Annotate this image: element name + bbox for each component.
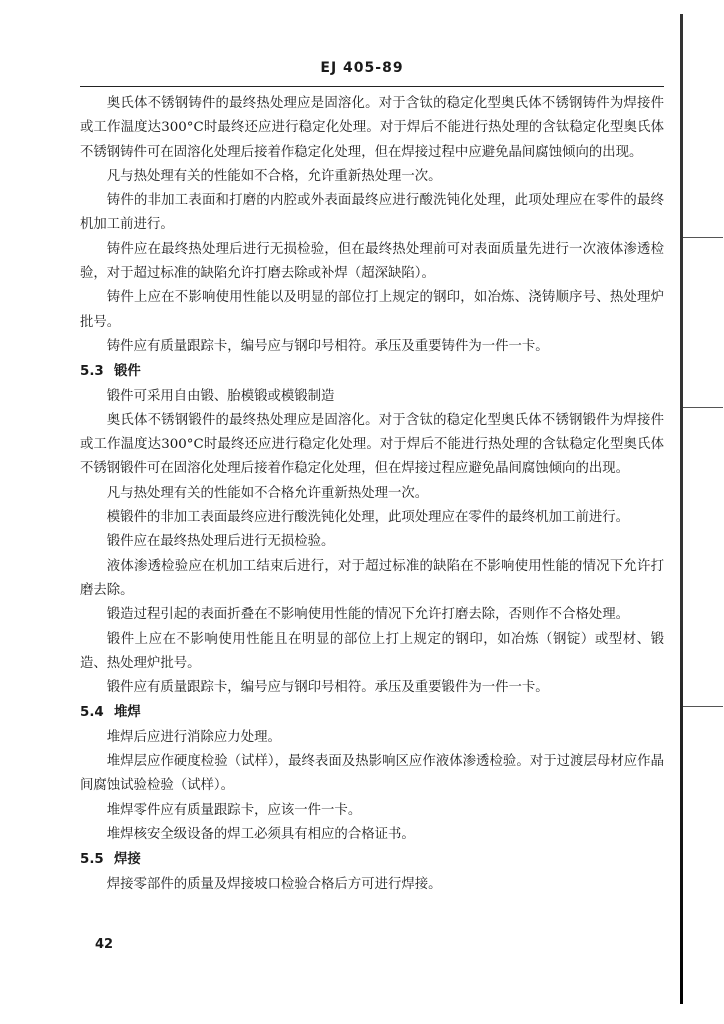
margin-tick — [683, 237, 723, 238]
paragraph: 堆焊后应进行消除应力处理。 — [106, 729, 281, 745]
header-rule — [80, 86, 664, 87]
section-heading — [80, 700, 664, 725]
section-title: 堆焊 — [114, 704, 141, 721]
paragraph: 锻件上应在不影响使用性能且在明显的部位上打上规定的钢印，如冶炼（钢锭）或型材、锻造、热处理炉批号。 — [80, 631, 664, 671]
paragraph: 模锻件的非加工表面最终应进行酸洗钝化处理，此项处理应在零件的最终机加工前进行。 — [106, 510, 630, 526]
paragraph: 焊接零部件的质量及焊接坡口检验合格后方可进行焊接。 — [106, 876, 442, 892]
paragraph: 锻造过程引起的表面折叠在不影响使用性能的情况下允许打磨去除，否则作不合格处理。 — [106, 607, 630, 623]
section-title: 锻件 — [114, 363, 141, 380]
paragraph: 凡与热处理有关的性能如不合格允许重新热处理一次。 — [106, 485, 429, 501]
paragraph: 液体渗透检验应在机加工结束后进行，对于超过标准的缺陷在不影响使用性能的情况下允许打磨去除。 — [80, 558, 664, 598]
section-title: 焊接 — [114, 851, 141, 868]
document-body — [80, 92, 664, 897]
paragraph: 锻件应在最终热处理后进行无损检验。 — [106, 534, 335, 550]
paragraph: 铸件应有质量跟踪卡，编号应与钢印号相符。承压及重要铸件为一件一卡。 — [106, 338, 549, 354]
page-number: 42 — [95, 937, 114, 952]
paragraph: 铸件应在最终热处理后进行无损检验，但在最终热处理前可对表面质量先进行一次液体渗透检验，对于超过标准的缺陷允许打磨去除或补焊（超深缺陷）。 — [80, 241, 664, 282]
section-number: 5.4 — [80, 705, 104, 721]
section-heading — [80, 847, 664, 872]
margin-tick — [683, 407, 723, 408]
paragraph: 堆焊零件应有质量跟踪卡，应该一件一卡。 — [106, 802, 362, 818]
section-number: 5.5 — [80, 852, 104, 868]
section-heading — [80, 359, 664, 384]
paragraph: 奥氏体不锈钢锻件的最终热处理应是固溶化。对于含钛的稳定化型奥氏体不锈钢锻件为焊接件或工作温度达300°C时最终还应进行稳定化处理。对于焊后不能进行热处理的含钛稳定化型奥氏体不锈钢锻件可在固溶化处理后接着作稳定化处理，但在焊接过程应避免晶间腐蚀倾向的出现。 — [80, 412, 664, 477]
paragraph: 锻件可采用自由锻、胎模锻或模锻制造 — [106, 388, 335, 404]
paragraph: 凡与热处理有关的性能如不合格，允许重新热处理一次。 — [106, 168, 442, 184]
scan-edge-line — [680, 14, 683, 1004]
paragraph: 奥氏体不锈钢铸件的最终热处理应是固溶化。对于含钛的稳定化型奥氏体不锈钢铸件为焊接件或工作温度达300°C时最终还应进行稳定化处理。对于焊后不能进行热处理的含钛稳定化型奥氏体不锈钢铸件可在固溶化处理后接着作稳定化处理，但在焊接过程中应避免晶间腐蚀倾向的出现。 — [80, 96, 664, 160]
document-code-header: EJ 405-89 — [320, 60, 404, 76]
paragraph: 锻件应有质量跟踪卡，编号应与钢印号相符。承压及重要锻件为一件一卡。 — [106, 680, 549, 696]
section-number: 5.3 — [80, 364, 104, 380]
margin-tick — [683, 706, 723, 707]
paragraph: 铸件上应在不影响使用性能以及明显的部位打上规定的钢印，如冶炼、浇铸顺序号、热处理炉批号。 — [80, 290, 664, 330]
paragraph: 堆焊层应作硬度检验（试样），最终表面及热影响区应作液体渗透检验。对于过渡层母材应作晶间腐蚀试验检验（试样）。 — [80, 754, 664, 794]
paragraph: 堆焊核安全级设备的焊工必须具有相应的合格证书。 — [106, 826, 415, 842]
paragraph: 铸件的非加工表面和打磨的内腔或外表面最终应进行酸洗钝化处理，此项处理应在零件的最终机加工前进行。 — [80, 193, 664, 233]
